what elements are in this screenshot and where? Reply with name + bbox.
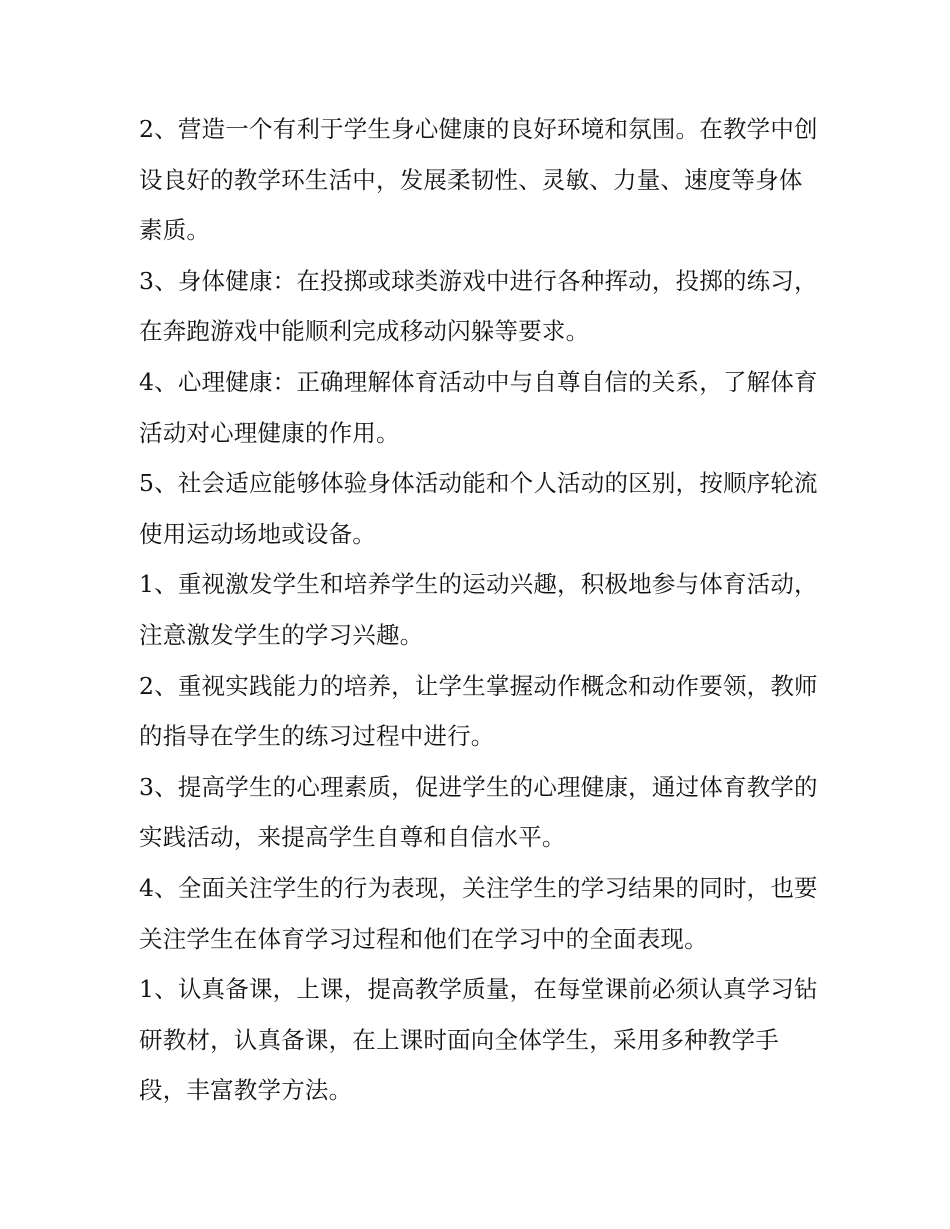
paragraph: 3、提高学生的心理素质，促进学生的心理健康，通过体育教学的实践活动，来提高学生自尊和自信水平。: [139, 772, 818, 852]
paragraph: 3、身体健康：在投掷或球类游戏中进行各种挥动，投掷的练习，在奔跑游戏中能顺利完成移动闪躲等要求。: [139, 266, 818, 346]
document-body: [139, 104, 819, 1116]
paragraph: 1、重视激发学生和培养学生的运动兴趣，积极地参与体育活动，注意激发学生的学习兴趣。: [139, 570, 818, 649]
paragraph: 4、心理健康：正确理解体育活动中与自尊自信的关系，了解体育活动对心理健康的作用。: [139, 367, 818, 447]
paragraph: 5、社会适应能够体验身体活动能和个人活动的区别，按顺序轮流使用运动场地或设备。: [139, 469, 818, 548]
paragraph: 4、全面关注学生的行为表现，关注学生的学习结果的同时，也要关注学生在体育学习过程和他们在学习中的全面表现。: [139, 873, 818, 953]
paragraph: 1、认真备课，上课，提高教学质量，在每堂课前必须认真学习钻研教材，认真备课，在上课时面向全体学生，采用多种教学手段，丰富教学方法。: [139, 975, 818, 1105]
paragraph: 2、营造一个有利于学生身心健康的良好环境和氛围。在教学中创设良好的教学环生活中，发展柔韧性、灵敏、力量、速度等身体素质。: [139, 115, 818, 245]
paragraph: 2、重视实践能力的培养，让学生掌握动作概念和动作要领，教师的指导在学生的练习过程中进行。: [139, 671, 818, 751]
